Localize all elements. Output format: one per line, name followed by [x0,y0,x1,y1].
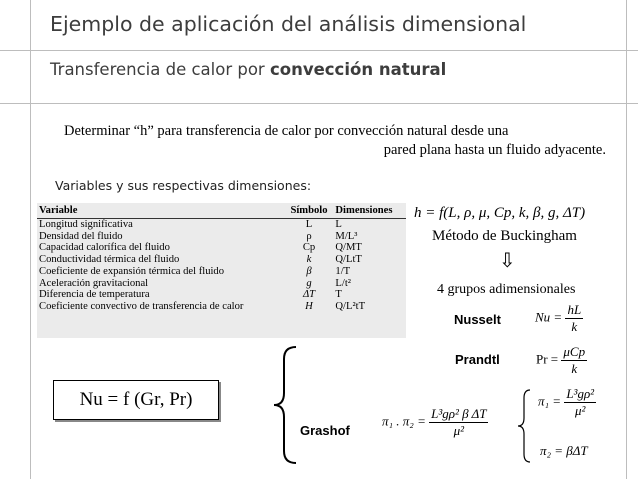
problem-line-2: pared plana hasta un fluido adyacente. [383,142,606,158]
table-header-row [37,203,406,219]
cell-dimension: Q/L²tT [335,300,366,312]
problem-statement [60,122,606,160]
prandtl-equation [536,344,587,377]
cell-symbol: H [305,300,313,312]
pi2-equation [540,443,588,459]
cell-variable: Conductividad térmica del fluido [39,254,180,266]
table-row [37,242,406,254]
subtitle-text: Transferencia de calor por [50,60,270,79]
grashof-numerator: L³gρ² β ΔT [431,406,487,421]
pi1-numerator: L³gρ² [566,386,595,401]
pi1-fraction [564,386,596,419]
function-equation: h = f(L, ρ, μ, Cp, k, β, g, ΔT) [414,205,586,221]
cell-dimension: Q/MT [335,242,362,254]
prandtl-denominator: k [571,361,578,376]
nusselt-lhs: Nu = [535,309,563,325]
cell-dimension: L/t² [335,277,351,289]
header-symbol: Símbolo [285,203,334,219]
nusselt-label: Nusselt [454,312,501,327]
subtitle-divider [0,103,638,104]
top-divider [0,50,638,51]
variables-label: Variables y sus respectivas dimensiones: [55,178,312,193]
grashof-denominator: μ² [453,423,464,438]
cell-dimension: M/L³ [335,230,358,242]
table-row [37,289,406,301]
table-row [37,231,406,243]
cell-variable: Diferencia de temperatura [39,289,150,301]
table-row [37,278,406,290]
prandtl-lhs: Pr = [536,351,559,367]
cell-symbol: Cp [302,242,316,254]
grashof-equation [382,406,488,439]
grashof-lhs: π₁ . π₂ = [382,413,426,429]
cell-symbol: β [306,265,312,277]
table-row [37,301,406,313]
table-row [37,266,406,278]
cell-dimension: L [335,219,342,230]
cell-variable: Densidad del fluido [39,230,123,242]
groups-label: 4 grupos adimensionales [437,282,576,297]
result-text: Nu = f (Gr, Pr) [79,389,193,410]
nusselt-denominator: k [571,319,578,334]
prandtl-fraction [561,344,587,377]
variables-table [37,203,406,338]
grashof-fraction [429,406,488,439]
pi1-denominator: μ² [574,403,586,418]
prandtl-numerator: μCp [563,344,586,359]
nusselt-equation [535,302,583,335]
pi1-equation [538,386,596,419]
nusselt-fraction [565,302,583,335]
left-border-line [30,0,31,479]
cell-dimension: T [335,289,342,301]
cell-variable: Coeficiente de expansión térmica del fluido [39,265,225,277]
pi2-text: π₂ = βΔT [540,443,588,458]
cell-dimension: 1/T [335,265,351,277]
cell-variable: Coeficiente convectivo de transferencia de calor [39,300,244,312]
cell-variable: Capacidad calorífica del fluido [39,242,170,254]
result-box [53,380,219,420]
cell-variable: Longitud significativa [39,219,133,230]
header-dimensions: Dimensiones [333,203,406,219]
table-row [37,219,406,231]
cell-symbol: ρ [306,230,312,242]
grashof-label: Grashof [300,423,350,438]
page-subtitle [50,60,446,79]
cell-symbol: L [305,219,313,230]
cell-symbol: ΔT [302,289,316,301]
cell-symbol: g [306,277,312,289]
nusselt-numerator: hL [567,302,582,317]
method-label: Método de Buckingham [432,228,577,244]
right-border-line [626,0,627,479]
subtitle-bold: convección natural [269,60,447,79]
page-title: Ejemplo de aplicación del análisis dimensional [50,12,527,36]
left-brace-icon [270,345,300,465]
cell-dimension: Q/LtT [335,254,362,266]
header-variable: Variable [37,203,285,219]
cell-variable: Aceleración gravitacional [39,277,149,289]
table-row [37,254,406,266]
small-brace-icon [516,388,532,464]
problem-line-1: Determinar “h” para transferencia de calor por convección natural desde una [64,123,509,139]
cell-symbol: k [306,254,312,266]
pi1-lhs: π₁ = [538,393,562,409]
prandtl-label: Prandtl [455,352,500,367]
down-arrow-icon: ⇩ [499,248,516,272]
